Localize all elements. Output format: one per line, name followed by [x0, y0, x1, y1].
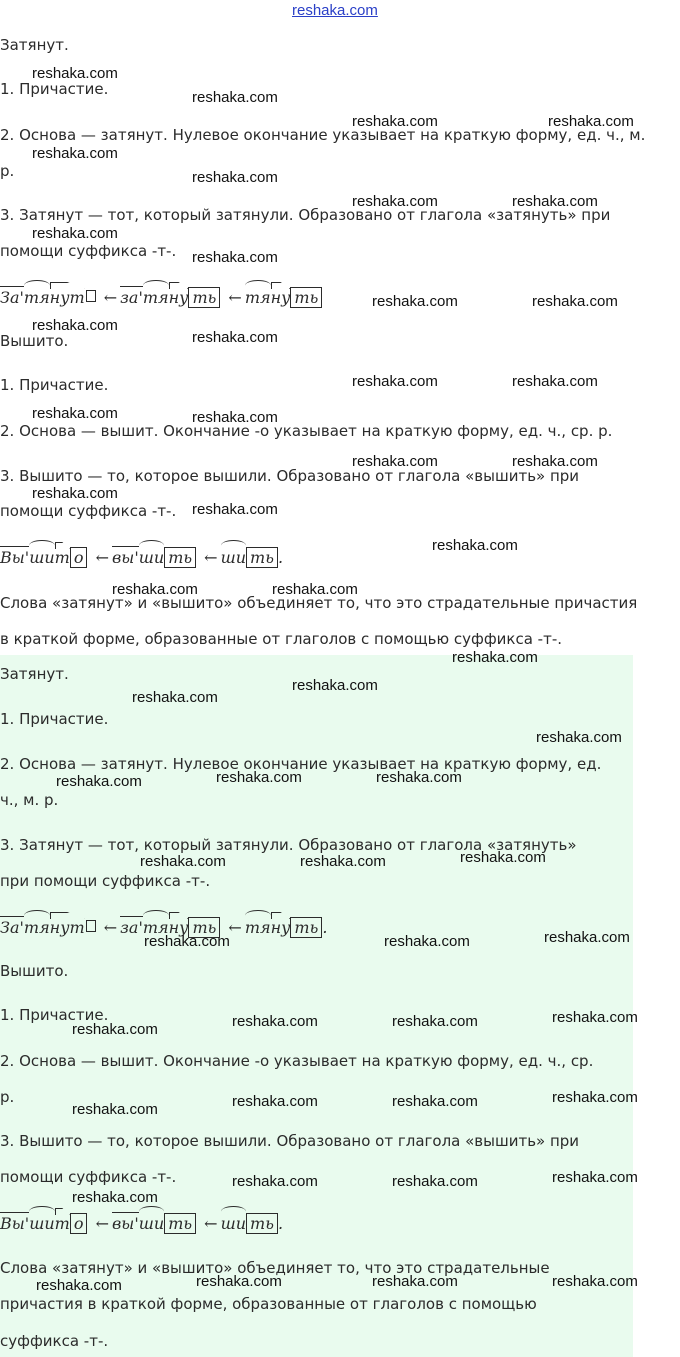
- watermark: reshaka.com: [352, 193, 438, 210]
- point-1: 1. Причастие.: [0, 1006, 109, 1024]
- watermark: reshaka.com: [216, 769, 302, 786]
- watermark: reshaka.com: [72, 1189, 158, 1206]
- point-2: 2. Основа — затянут. Нулевое окончание указывает на краткую форму, ед. ч., м.: [0, 126, 646, 144]
- watermark: reshaka.com: [536, 729, 622, 746]
- watermark: reshaka.com: [432, 537, 518, 554]
- watermark: reshaka.com: [196, 1273, 282, 1290]
- word-heading: Вышито.: [0, 332, 69, 350]
- point-3: 3. Затянут — тот, который затянули. Образовано от глагола «затянуть» при: [0, 206, 611, 224]
- watermark: reshaka.com: [452, 649, 538, 666]
- point-2-cont: ч., м. р.: [0, 791, 59, 809]
- morpheme-analysis-zatyanut: За'тянут ← за'тяну ть ← тяну ть: [0, 286, 322, 312]
- watermark: reshaka.com: [192, 89, 278, 106]
- watermark: reshaka.com: [36, 1277, 122, 1294]
- watermark: reshaka.com: [56, 773, 142, 790]
- watermark: reshaka.com: [392, 1013, 478, 1030]
- watermark: reshaka.com: [532, 293, 618, 310]
- morpheme-analysis-vyshito: Вы'шит о ← вы'ши ть ← ши ть .: [0, 1214, 284, 1233]
- watermark: reshaka.com: [132, 689, 218, 706]
- watermark: reshaka.com: [372, 1273, 458, 1290]
- morpheme-analysis-vyshito: Вы'шит о ← вы'ши ть ← ши ть .: [0, 548, 284, 567]
- watermark: reshaka.com: [300, 853, 386, 870]
- point-3: 3. Вышито — то, которое вышили. Образовано от глагола «вышить» при: [0, 1132, 580, 1150]
- watermark: reshaka.com: [192, 249, 278, 266]
- watermark: reshaka.com: [512, 453, 598, 470]
- watermark: reshaka.com: [112, 581, 198, 598]
- point-1: 1. Причастие.: [0, 376, 109, 394]
- watermark: reshaka.com: [552, 1009, 638, 1026]
- site-link[interactable]: reshaka.com: [292, 2, 378, 19]
- watermark: reshaka.com: [232, 1093, 318, 1110]
- watermark: reshaka.com: [192, 329, 278, 346]
- point-3-cont: помощи суффикса -т-.: [0, 502, 177, 520]
- point-1: 1. Причастие.: [0, 80, 109, 98]
- watermark: reshaka.com: [552, 1273, 638, 1290]
- watermark: reshaka.com: [232, 1013, 318, 1030]
- word-heading: Затянут.: [0, 665, 69, 683]
- point-2: 2. Основа — вышит. Окончание -о указывает на краткую форму, ед. ч., ср.: [0, 1052, 594, 1070]
- watermark: reshaka.com: [352, 453, 438, 470]
- watermark: reshaka.com: [32, 317, 118, 334]
- point-2: 2. Основа — затянут. Нулевое окончание указывает на краткую форму, ед.: [0, 755, 602, 773]
- point-2-cont: р.: [0, 162, 15, 180]
- conclusion-cont: суффикса -т-.: [0, 1332, 109, 1350]
- watermark: reshaka.com: [192, 169, 278, 186]
- conclusion-cont: в краткой форме, образованные от глаголов с помощью суффикса -т-.: [0, 630, 563, 648]
- watermark: reshaka.com: [392, 1093, 478, 1110]
- conclusion: Слова «затянут» и «вышито» объединяет то, что это страдательные причастия: [0, 594, 638, 612]
- watermark: reshaka.com: [392, 1173, 478, 1190]
- watermark: reshaka.com: [232, 1173, 318, 1190]
- point-1: 1. Причастие.: [0, 710, 109, 728]
- watermark: reshaka.com: [460, 849, 546, 866]
- conclusion-cont: причастия в краткой форме, образованные от глаголов с помощью: [0, 1295, 537, 1313]
- point-3-cont: помощи суффикса -т-.: [0, 242, 177, 260]
- watermark: reshaka.com: [544, 929, 630, 946]
- watermark: reshaka.com: [72, 1021, 158, 1038]
- point-3-cont: при помощи суффикса -т-.: [0, 872, 211, 890]
- watermark: reshaka.com: [32, 485, 118, 502]
- point-3: 3. Затянут — тот, который затянули. Образовано от глагола «затянуть»: [0, 836, 577, 854]
- watermark: reshaka.com: [32, 225, 118, 242]
- morpheme-analysis-zatyanut: За'тянут ← за'тяну ть ← тяну ть .: [0, 918, 328, 937]
- watermark: reshaka.com: [352, 373, 438, 390]
- watermark: reshaka.com: [384, 933, 470, 950]
- watermark: reshaka.com: [192, 501, 278, 518]
- word-heading: Затянут.: [0, 36, 69, 54]
- point-2-cont: р.: [0, 1088, 15, 1106]
- watermark: reshaka.com: [192, 409, 278, 426]
- watermark: reshaka.com: [140, 853, 226, 870]
- point-3-cont: помощи суффикса -т-.: [0, 1168, 177, 1186]
- watermark: reshaka.com: [548, 113, 634, 130]
- watermark: reshaka.com: [372, 293, 458, 310]
- watermark: reshaka.com: [512, 373, 598, 390]
- watermark: reshaka.com: [552, 1089, 638, 1106]
- watermark: reshaka.com: [292, 677, 378, 694]
- watermark: reshaka.com: [72, 1101, 158, 1118]
- point-3: 3. Вышито — то, которое вышили. Образовано от глагола «вышить» при: [0, 467, 580, 485]
- watermark: reshaka.com: [272, 581, 358, 598]
- conclusion: Слова «затянут» и «вышито» объединяет то, что это страдательные: [0, 1259, 550, 1277]
- point-2: 2. Основа — вышит. Окончание -о указывает на краткую форму, ед. ч., ср. р.: [0, 422, 613, 440]
- watermark: reshaka.com: [32, 65, 118, 82]
- word-heading: Вышито.: [0, 962, 69, 980]
- watermark: reshaka.com: [376, 769, 462, 786]
- watermark: reshaka.com: [512, 193, 598, 210]
- watermark: reshaka.com: [32, 145, 118, 162]
- watermark: reshaka.com: [144, 933, 230, 950]
- watermark: reshaka.com: [552, 1169, 638, 1186]
- watermark: reshaka.com: [352, 113, 438, 130]
- watermark: reshaka.com: [32, 405, 118, 422]
